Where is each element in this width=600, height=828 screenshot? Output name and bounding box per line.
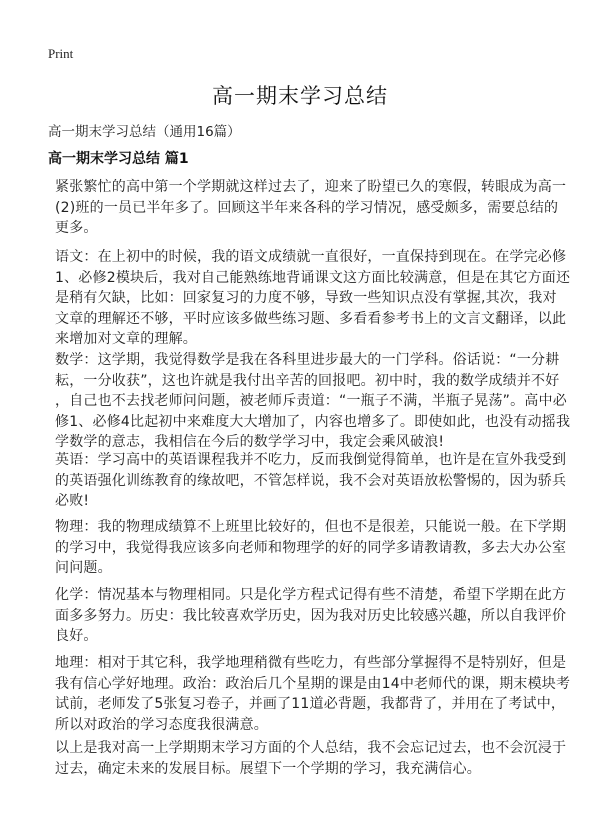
text-line: 是稍有欠缺，比如：回家复习的力度不够，导致一些知识点没有掌握,其次，我对	[55, 290, 557, 306]
text-line: 紧张繁忙的高中第一个学期就这样过去了，迎来了盼望已久的寒假，转眼成为高一	[55, 179, 567, 195]
paragraph-math	[55, 350, 575, 453]
text-line: 良好。	[55, 628, 98, 644]
text-line: 所以对政治的学习态度我很满意。	[55, 716, 268, 733]
text-line: 物理：我的物理成绩算不上班里比较好的，但也不是很差，只能说一般。在下学期	[55, 519, 567, 535]
paragraph-geography-politics	[55, 653, 575, 735]
document-subtitle: 高一期末学习总结（通用16篇）	[48, 124, 241, 140]
text-line: 过去，确定未来的发展目标。展望下一个学期的学习，我充满信心。	[55, 760, 481, 777]
text-line: 的学习中，我觉得我应该多向老师和物理学的好的同学多请教请教，多去大办公室	[55, 539, 567, 556]
paragraph-conclusion	[55, 738, 575, 779]
print-link[interactable]: Print	[48, 46, 74, 61]
text-line: 的英语强化训练教育的缘故吧，不管怎样说，我不会对英语放松警惕的，因为骄兵	[55, 472, 567, 489]
text-line: ，自己也不去找老师问问题，被老师斥责道：“一瓶子不满，半瓶子晃荡”。高中必	[55, 393, 567, 409]
text-line: 学数学的意志，我相信在今后的数学学习中，我定会乘风破浪!	[55, 434, 445, 450]
text-line: 化学：情况基本与物理相同。只是化学方程式记得有些不清楚，希望下学期在此方	[55, 587, 567, 603]
text-line: 语文：在上初中的时候，我的语文成绩就一直很好，一直保持到现在。在学完必修	[55, 249, 567, 265]
text-line: 问问题。	[55, 560, 112, 576]
paragraph-intro	[55, 177, 575, 239]
text-line: 面多多努力。历史：我比较喜欢学历史，因为我对历史比较感兴趣，所以自我评价	[55, 607, 567, 624]
text-line: 更多。	[55, 220, 98, 236]
paragraph-english	[55, 450, 575, 512]
text-line: 我有信心学好地理。政治：政治后几个星期的课是由14中老师代的课，期末模块考	[55, 675, 571, 692]
paragraph-chemistry-history	[55, 585, 575, 647]
text-line: (2)班的一员已半年多了。回顾这半年来各科的学习情况，感受颇多，需要总结的	[55, 199, 559, 216]
text-line: 必败!	[55, 493, 90, 509]
text-line: 修1、必修4比起初中来难度大大增加了，内容也增多了。即使如此，也没有动摇我	[55, 413, 571, 430]
section-heading: 高一期末学习总结 篇1	[48, 151, 189, 167]
text-line: 文章的理解还不够，平时应该多做些练习题、多看看参考书上的文言文翻译，以此	[55, 310, 567, 327]
text-line: 耘，一分收获”，这也许就是我付出辛苦的回报吧。初中时，我的数学成绩并不好	[55, 372, 560, 389]
text-line: 地理：相对于其它科，我学地理稍微有些吃力，有些部分掌握得不是特别好，但是	[55, 655, 567, 671]
text-line: 英语：学习高中的英语课程我并不吃力，反而我倒觉得简单，也许是在宣外我受到	[55, 452, 567, 468]
text-line: 试前，老师发了5张复习卷子，并画了11道必背题，我都背了，并用在了考试中，	[55, 696, 566, 712]
paragraph-chinese	[55, 247, 575, 350]
text-line: 数学：这学期，我觉得数学是我在各科里进步最大的一门学科。俗话说：“一分耕	[55, 352, 560, 368]
page-title: 高一期末学习总结	[212, 84, 388, 108]
paragraph-physics	[55, 517, 575, 579]
text-line: 1、必修2模块后，我对自己能熟练地背诵课文这方面比较满意，但是在其它方面还	[55, 269, 571, 286]
text-line: 来增加对文章的理解。	[55, 331, 197, 347]
text-line: 以上是我对高一上学期期末学习方面的个人总结，我不会忘记过去，也不会沉浸于	[55, 740, 567, 756]
